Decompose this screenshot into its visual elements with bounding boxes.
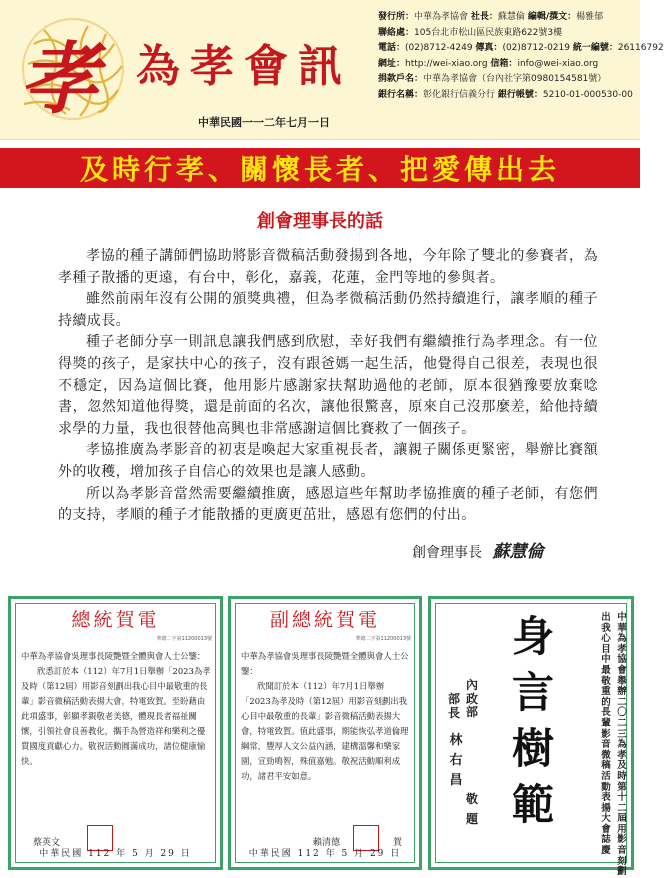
info-account-name-row: 捐款戶名：中華為孝協會（台內社字第0980154581號） <box>378 74 607 85</box>
website-link[interactable]: http://wei-xiao.org <box>405 58 488 69</box>
seal-character: 孝 <box>20 34 99 125</box>
card-reference-number: 華總二字第11200013號 <box>156 636 212 642</box>
article-paragraph: 種子老師分享一則訊息讓我們感到欣慰，幸好我們有繼續推行為孝理念。有一位得獎的孩子，是家扶中心的孩子，沒有跟爸媽一起生活，他覺得自己很差，表現也很不穩定，因為這個比賽，他用影片感謝家扶幫助過他的老師，原本很猶豫要放棄唸書，忽然知道他得獎，還是前面的名次，讓他很驚喜，原來自己沒那麼差，給他持續求學的力量，我也很替他高興也非常感謝這個比賽救了一個孩子。 <box>58 334 598 437</box>
signature-title: 創會理事長 <box>412 545 482 561</box>
publisher-info <box>378 10 664 104</box>
email-link[interactable]: info@wei-xiao.org <box>517 58 599 69</box>
article-paragraph: 雖然前兩年沒有公開的頒獎典禮，但為孝微稿活動仍然持續進行，讓孝順的種子持續成長。 <box>58 291 598 329</box>
filial-seal-logo <box>14 14 132 124</box>
info-bank-row: 銀行名稱：彰化銀行信義分行 銀行帳號：5210-01-000530-00 <box>378 89 633 100</box>
calligraphy-signoff: 敬題 <box>465 792 478 826</box>
calligraphy-character: 言 <box>511 668 554 717</box>
card-message: 欣悉訂於本（112）年7月1日舉辦「2023為孝及時（第12屆）用影音刻劃出我心目中最敬重的長輩」影音微稿活動表揚大會，特電致賀。至盼藉由此項盛事，彰顯孝親敬老美德，體現長者福祉關懷，引領社會良善教化，攜手為營造祥和樂利之優質國度貢獻心力。敬祝活動圓滿成功，諸位健康愉快。 <box>21 666 211 766</box>
card-signer: 蔡英文 <box>33 838 61 848</box>
signature-name: 蘇慧倫 <box>492 542 544 562</box>
calligraphy-character: 樹 <box>511 724 554 773</box>
calligraphy-title: 部長 <box>447 692 460 720</box>
calligraphy-signer-name: 林右昌 <box>449 733 463 788</box>
info-phone-row: 電話：(02)8712-4249 傳真：(02)8712-0219 統一編號：26116792 <box>378 43 664 54</box>
card-salutation: 中華為孝協會吳理事長陵艷暨全體與會人士公鑒： <box>241 651 409 676</box>
info-publisher-row: 發行所：中華為孝協會 社長：蘇慧倫 編輯/撰文：楊雅郁 <box>378 12 604 22</box>
card-body <box>21 649 212 769</box>
article-body <box>58 246 598 527</box>
article-paragraph: 孝協的種子講師們協助將影音微稿活動發揚到各地，今年除了雙北的參賽者，為孝種子散播的更遠，有台中，彰化，嘉義，花蓮，金門等地的參與者。 <box>58 248 598 286</box>
issue-date: 中華民國一一二年七月一日 <box>198 116 330 129</box>
card-title: 總統賀電 <box>71 609 160 631</box>
article-paragraph: 所以為孝影音當然需要繼續推廣，感恩這些年幫助孝協推廣的種子老師，有您們的支持，孝順的種子才能散播的更廣更茁壯，感恩有您們的付出。 <box>58 485 598 524</box>
newsletter-title: 為孝會訊 <box>136 41 352 92</box>
calligraphy-dedication-col1: 中華為孝協會舉辦二〇二三為孝及時第十二屆用影音刻劃 <box>617 612 627 878</box>
masthead <box>8 8 368 130</box>
info-web-row: 網址：http://wei-xiao.org 信箱：info@wei-xiao.org <box>378 58 599 69</box>
slogan-text: 及時行孝、關懷長者、把愛傳出去 <box>79 153 560 186</box>
calligraphy-character: 身 <box>511 612 554 661</box>
card-date: 中華民國 112 年 5 月 29 日 <box>39 849 192 859</box>
card-signer: 賴清德 <box>313 838 341 848</box>
calligraphy-dedication-col2: 出我心目中最敬重的長輩影音微稿活動表揚大會誌慶 <box>601 612 611 857</box>
card-body <box>241 649 411 784</box>
calligraphy-ministry: 內政部 <box>465 678 478 719</box>
card-salutation: 中華為孝協會吳理事長陵艷暨全體與會人士公鑒： <box>21 651 206 661</box>
president-congrats-card <box>8 596 223 870</box>
header <box>0 0 664 140</box>
article-signature <box>412 537 612 562</box>
card-reference-number: 華總二字第11200013號 <box>355 636 411 642</box>
info-address-row: 聯絡處：105台北市松山區民族東路622號3樓 <box>378 27 563 38</box>
calligraphy-main-text <box>507 609 559 833</box>
article-paragraph: 孝協推廣為孝影音的初衷是喚起大家重視長者，讓親子關係更緊密，舉辦比賽額外的收穫，增加孩子自信心的效果也是讓人感動。 <box>58 442 598 480</box>
calligraphy-card <box>428 596 634 878</box>
calligraphy-character: 範 <box>511 780 554 829</box>
slogan-banner <box>0 148 640 188</box>
calligraphy-characters <box>507 609 559 833</box>
article-title: 創會理事長的話 <box>257 211 383 232</box>
vice-president-congrats-card <box>228 596 422 870</box>
card-title: 副總統賀電 <box>269 609 380 631</box>
card-date: 中華民國 112 年 5 月 29 日 <box>248 849 402 859</box>
card-signer-suffix: 賀 <box>393 838 403 848</box>
card-message: 欣聞訂於本（112）年7月1日舉辦「2023為孝及時（第12屆）用影音刻劃出我心目中最敬重的長輩」影音微稿活動表揚大會，特電致賀。值此盛事，期能恢弘孝道倫理綱常，豐厚人文公益內涵，建構溫馨和樂家園，宣勁鳴智，殊值嘉勉。敬祝活動順利成功，諸君平安如意。 <box>241 681 409 781</box>
